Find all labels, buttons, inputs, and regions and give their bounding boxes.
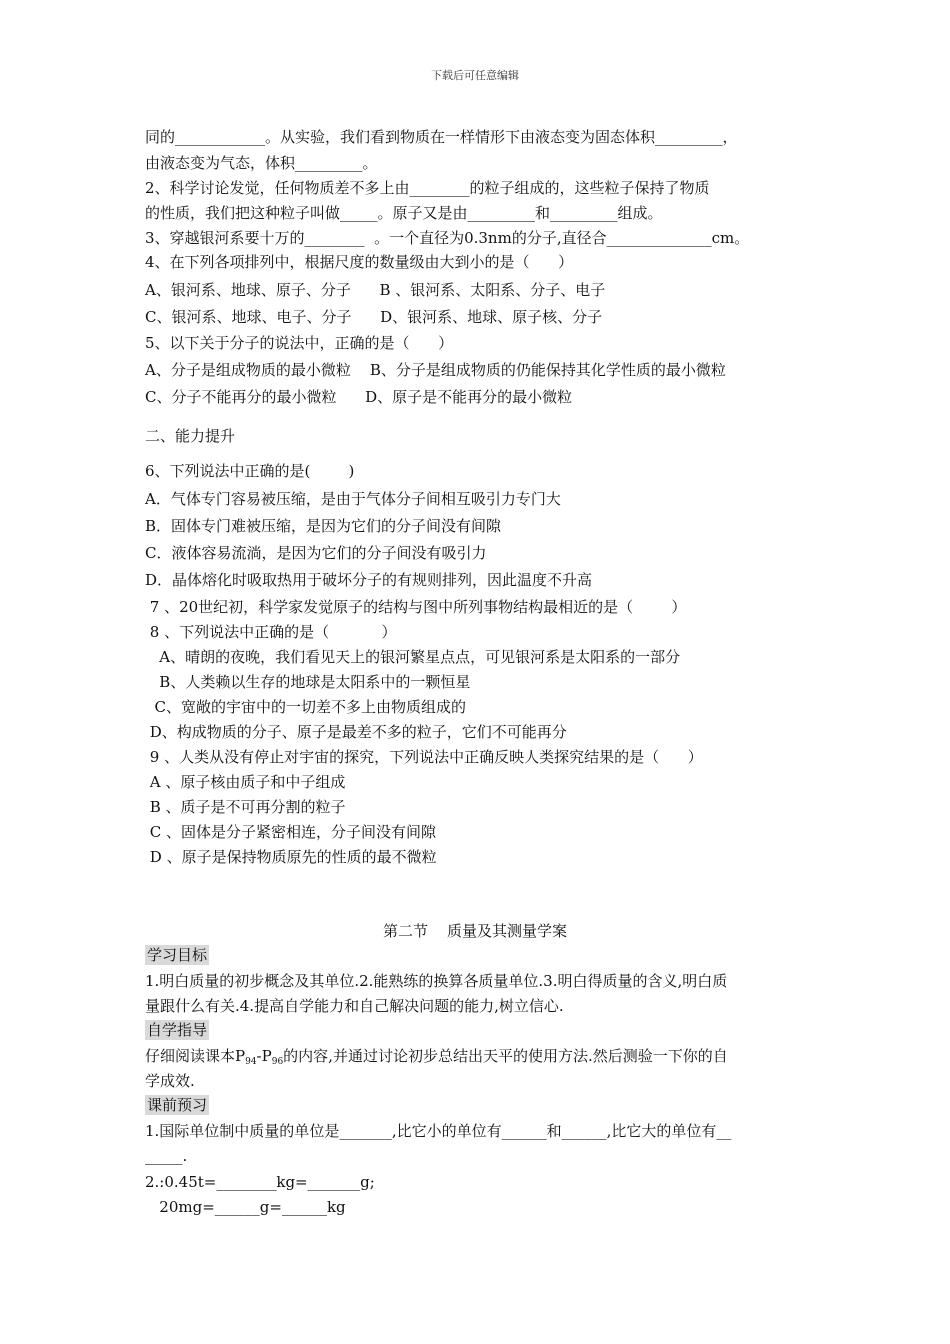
text-line: B 、质子是不可再分割的粒子 — [145, 798, 346, 816]
guide-text: -P — [256, 1047, 272, 1065]
text-line: B、人类赖以生存的地球是太阳系中的一颗恒星 — [145, 673, 471, 691]
preview-question-line: 20mg=______g=______kg — [145, 1198, 346, 1216]
text-line: A、晴朗的夜晚，我们看见天上的银河繁星点点，可见银河系是太阳系的一部分 — [145, 648, 681, 666]
text-line: D、构成物质的分子、原子是最差不多的粒子，它们不可能再分 — [145, 723, 567, 741]
text-line: 二、能力提升 — [145, 427, 236, 445]
text-line: A 、原子核由质子和中子组成 — [145, 773, 346, 791]
heading-self-study: 自学指导 — [147, 1021, 208, 1039]
text-line: A、银河系、地球、原子、分子 B 、银河系、太阳系、分子、电子 — [145, 281, 606, 299]
guide-text: 仔细阅读课本P — [145, 1047, 246, 1065]
text-line: A、分子是组成物质的最小微粒 B、分子是组成物质的仍能保持其化学性质的最小微粒 — [145, 361, 726, 379]
text-line: C、宽敞的宇宙中的一切差不多上由物质组成的 — [145, 698, 467, 716]
text-line: B．固体专门难被压缩，是因为它们的分子间没有间隙 — [145, 517, 502, 535]
preview-question-line: _____. — [145, 1147, 188, 1165]
text-line: 由液态变为气态，体积_________。 — [145, 154, 378, 172]
text-line: D 、原子是保持物质原先的性质的最不微粒 — [145, 848, 437, 866]
text-line: 同的____________。从实验，我们看到物质在一样情形下由液态变为固态体积_________， — [145, 128, 738, 146]
page-subscript: 94 — [245, 1057, 257, 1067]
goals-text-line: 1.明白质量的初步概念及其单位.2.能熟练的换算各质量单位.3.明白得质量的含义,明白质 — [145, 972, 728, 990]
page-header: 下载后可任意编辑 — [431, 69, 519, 82]
guide-text: 的内容,并通过讨论初步总结出天平的使用方法.然后测验一下你的自 — [283, 1047, 728, 1065]
text-line: 2、科学讨论发觉，任何物质差不多上由________的粒子组成的，这些粒子保持了物质 — [145, 179, 710, 197]
heading-preview: 课前预习 — [147, 1096, 208, 1114]
text-line: 6、下列说法中正确的是( ) — [145, 462, 355, 480]
section-title: 第二节 质量及其测量学案 — [382, 922, 568, 940]
text-line: 5、以下关于分子的说法中，正确的是（ ） — [145, 334, 454, 352]
text-line: C、分子不能再分的最小微粒 D、原子是不能再分的最小微粒 — [145, 388, 573, 406]
guide-text-line: 学成效. — [145, 1072, 195, 1090]
text-line: D．晶体熔化时吸取热用于破坏分子的有规则排列，因此温度不升高 — [145, 571, 593, 589]
goals-text-line: 量跟什么有关.4.提高自学能力和自己解决问题的能力,树立信心. — [145, 997, 564, 1015]
text-line: 9 、人类从没有停止对宇宙的探究，下列说法中正确反映人类探究结果的是（ ） — [145, 748, 703, 766]
preview-question-line: 1.国际单位制中质量的单位是_______,比它小的单位有______和______,比它大的单位有__ — [145, 1122, 732, 1140]
page-subscript: 96 — [271, 1057, 284, 1067]
text-line: C、银河系、地球、电子、分子 D、银河系、地球、原子核、分子 — [145, 308, 603, 326]
heading-learning-goals: 学习目标 — [147, 946, 208, 964]
text-line: 8 、下列说法中正确的是（ ） — [145, 623, 397, 641]
text-line: A．气体专门容易被压缩，是由于气体分子间相互吸引力专门大 — [145, 490, 561, 508]
text-line: 7 、20世纪初，科学家发觉原子的结构与图中所列事物结构最相近的是（ ） — [145, 598, 687, 616]
text-line: 的性质，我们把这种粒子叫做_____。原子又是由_________和_________组成。 — [145, 204, 663, 222]
guide-text-line — [145, 1046, 728, 1072]
text-line: C 、固体是分子紧密相连，分子间没有间隙 — [145, 823, 437, 841]
preview-question-line: 2.:0.45t=________kg=_______g; — [145, 1173, 375, 1191]
text-line: 3、穿越银河系要十万的________ 。一个直径为0.3nm的分子,直径合______________cm。 — [145, 229, 750, 247]
text-line: C．液体容易流淌，是因为它们的分子间没有吸引力 — [145, 544, 487, 562]
text-line: 4、在下列各项排列中，根据尺度的数量级由大到小的是（ ） — [145, 253, 574, 271]
